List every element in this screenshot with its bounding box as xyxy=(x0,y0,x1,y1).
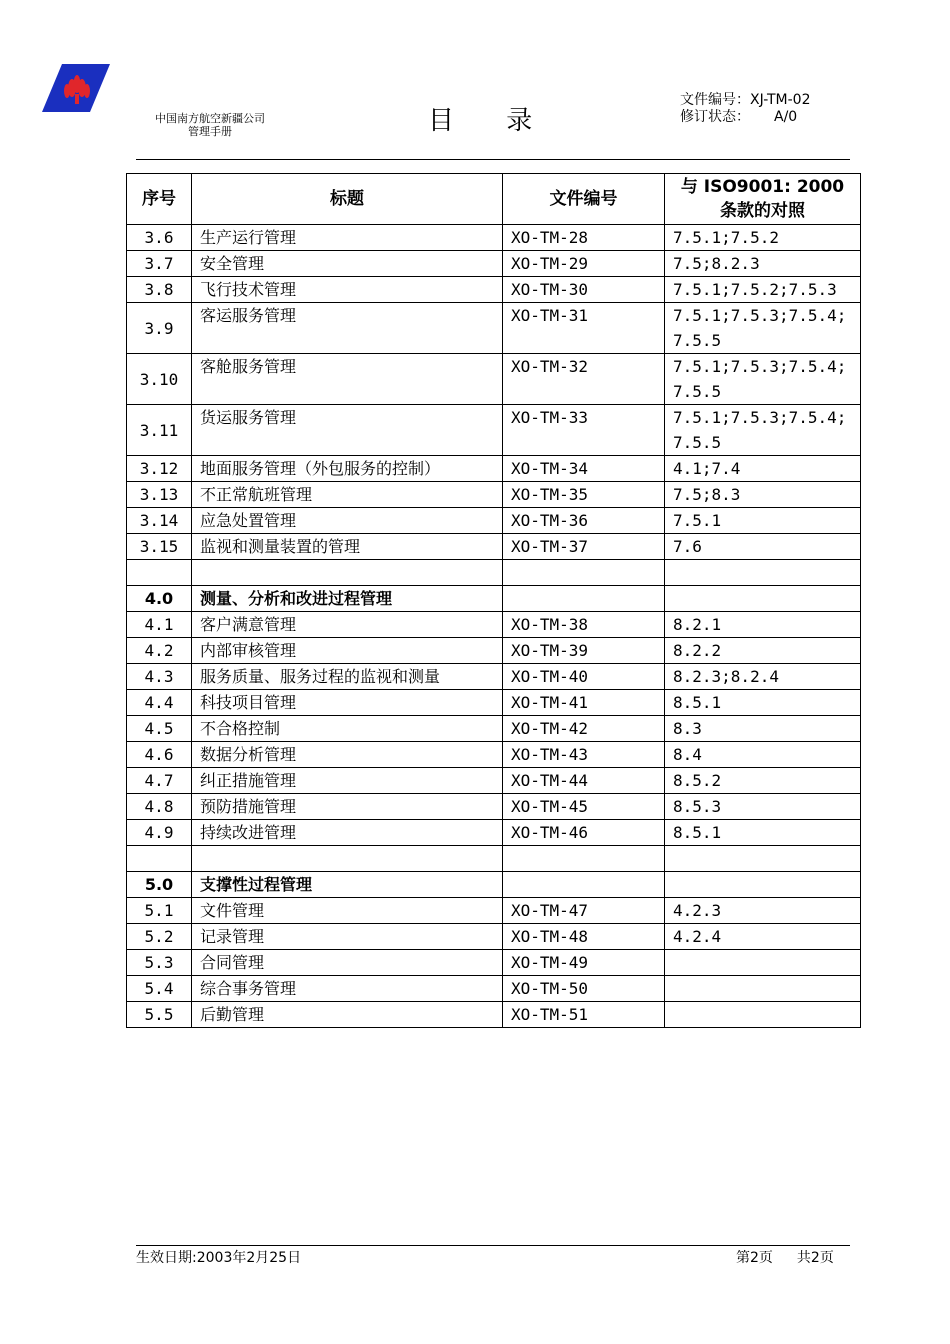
row-number: 3.10 xyxy=(127,354,192,405)
row-doc-code: XO-TM-45 xyxy=(503,794,665,820)
row-number: 3.14 xyxy=(127,508,192,534)
row-doc-code: XO-TM-50 xyxy=(503,976,665,1002)
row-iso-clause: 7.5.1 xyxy=(665,508,861,534)
document-meta xyxy=(680,92,810,126)
total-pages: 共2页 xyxy=(796,1250,834,1266)
row-title: 后勤管理 xyxy=(192,1002,503,1028)
row-title: 纠正措施管理 xyxy=(192,768,503,794)
row-title: 客舱服务管理 xyxy=(192,354,503,405)
row-iso-clause: 7.5.1;7.5.3;7.5.4;7.5.5 xyxy=(665,303,861,354)
row-doc-code: XO-TM-29 xyxy=(503,251,665,277)
row-number: 3.15 xyxy=(127,534,192,560)
row-doc-code: XO-TM-47 xyxy=(503,898,665,924)
table-row xyxy=(127,251,861,277)
row-doc-code: XO-TM-46 xyxy=(503,820,665,846)
table-row xyxy=(127,508,861,534)
row-number: 3.7 xyxy=(127,251,192,277)
row-title xyxy=(192,846,503,872)
row-iso-clause: 8.2.3;8.2.4 xyxy=(665,664,861,690)
row-number: 4.3 xyxy=(127,664,192,690)
row-iso-clause: 7.5.1;7.5.2 xyxy=(665,225,861,251)
row-iso-clause: 8.3 xyxy=(665,716,861,742)
row-iso-clause: 7.6 xyxy=(665,534,861,560)
row-title: 应急处置管理 xyxy=(192,508,503,534)
row-title: 预防措施管理 xyxy=(192,794,503,820)
row-doc-code: XO-TM-40 xyxy=(503,664,665,690)
row-title: 客户满意管理 xyxy=(192,612,503,638)
row-doc-code: XO-TM-48 xyxy=(503,924,665,950)
row-title: 安全管理 xyxy=(192,251,503,277)
table-row xyxy=(127,898,861,924)
row-doc-code: XO-TM-43 xyxy=(503,742,665,768)
row-iso-clause: 4.2.4 xyxy=(665,924,861,950)
row-title: 记录管理 xyxy=(192,924,503,950)
row-number: 5.3 xyxy=(127,950,192,976)
row-title xyxy=(192,560,503,586)
section-row xyxy=(127,872,861,898)
row-doc-code: XO-TM-44 xyxy=(503,768,665,794)
row-iso-clause: 8.2.1 xyxy=(665,612,861,638)
row-iso-clause: 7.5;8.2.3 xyxy=(665,251,861,277)
row-iso-clause xyxy=(665,872,861,898)
row-doc-code: XO-TM-32 xyxy=(503,354,665,405)
row-number: 3.11 xyxy=(127,405,192,456)
row-iso-clause xyxy=(665,950,861,976)
row-doc-code: XO-TM-51 xyxy=(503,1002,665,1028)
header-doc-code: 文件编号 xyxy=(503,174,665,225)
row-number: 3.8 xyxy=(127,277,192,303)
section-row xyxy=(127,586,861,612)
row-number: 4.5 xyxy=(127,716,192,742)
row-iso-clause: 7.5.1;7.5.2;7.5.3 xyxy=(665,277,861,303)
row-iso-clause: 8.2.2 xyxy=(665,638,861,664)
table-row xyxy=(127,820,861,846)
revision-status xyxy=(680,109,810,126)
row-title: 生产运行管理 xyxy=(192,225,503,251)
revision-value: A/0 xyxy=(774,109,798,125)
page-indicator xyxy=(736,1247,834,1267)
row-number: 4.2 xyxy=(127,638,192,664)
row-doc-code xyxy=(503,586,665,612)
revision-label: 修订状态： xyxy=(680,109,750,125)
table-row xyxy=(127,950,861,976)
table-row xyxy=(127,664,861,690)
row-title: 文件管理 xyxy=(192,898,503,924)
row-iso-clause: 7.5;8.3 xyxy=(665,482,861,508)
row-doc-code: XO-TM-35 xyxy=(503,482,665,508)
row-iso-clause xyxy=(665,846,861,872)
row-number: 4.8 xyxy=(127,794,192,820)
table-row xyxy=(127,924,861,950)
row-number: 3.6 xyxy=(127,225,192,251)
row-title: 持续改进管理 xyxy=(192,820,503,846)
current-page: 第2页 xyxy=(736,1250,773,1266)
row-iso-clause: 8.5.2 xyxy=(665,768,861,794)
row-title: 数据分析管理 xyxy=(192,742,503,768)
row-title: 货运服务管理 xyxy=(192,405,503,456)
row-title: 不合格控制 xyxy=(192,716,503,742)
row-number: 5.5 xyxy=(127,1002,192,1028)
table-row xyxy=(127,482,861,508)
row-title: 科技项目管理 xyxy=(192,690,503,716)
row-doc-code: XO-TM-39 xyxy=(503,638,665,664)
row-number: 4.6 xyxy=(127,742,192,768)
table-row xyxy=(127,976,861,1002)
row-doc-code xyxy=(503,872,665,898)
table-row xyxy=(127,742,861,768)
table-row xyxy=(127,225,861,251)
row-title: 测量、分析和改进过程管理 xyxy=(192,586,503,612)
row-title: 不正常航班管理 xyxy=(192,482,503,508)
row-number: 4.7 xyxy=(127,768,192,794)
row-title: 地面服务管理（外包服务的控制） xyxy=(192,456,503,482)
row-doc-code xyxy=(503,560,665,586)
table-row xyxy=(127,690,861,716)
table-header-row xyxy=(127,174,861,225)
row-number: 3.9 xyxy=(127,303,192,354)
row-iso-clause: 4.1;7.4 xyxy=(665,456,861,482)
header-divider xyxy=(136,159,850,160)
row-iso-clause: 7.5.1;7.5.3;7.5.4;7.5.5 xyxy=(665,354,861,405)
row-number: 3.12 xyxy=(127,456,192,482)
row-iso-clause xyxy=(665,1002,861,1028)
table-row xyxy=(127,303,861,354)
row-iso-clause xyxy=(665,586,861,612)
row-number: 4.9 xyxy=(127,820,192,846)
row-doc-code: XO-TM-41 xyxy=(503,690,665,716)
table-row xyxy=(127,456,861,482)
header-number: 序号 xyxy=(127,174,192,225)
table-row xyxy=(127,716,861,742)
row-doc-code: XO-TM-49 xyxy=(503,950,665,976)
company-name xyxy=(140,112,280,138)
row-number xyxy=(127,846,192,872)
row-doc-code: XO-TM-38 xyxy=(503,612,665,638)
row-doc-code: XO-TM-28 xyxy=(503,225,665,251)
row-doc-code: XO-TM-42 xyxy=(503,716,665,742)
table-row xyxy=(127,1002,861,1028)
row-title: 合同管理 xyxy=(192,950,503,976)
row-doc-code: XO-TM-36 xyxy=(503,508,665,534)
document-number: 文件编号：XJ-TM-02 xyxy=(680,92,811,108)
header-iso-clause: 与 ISO9001: 2000 条款的对照 xyxy=(665,174,861,225)
company-line-1: 中国南方航空新疆公司 xyxy=(155,112,265,125)
contents-body xyxy=(127,225,861,1028)
row-doc-code: XO-TM-30 xyxy=(503,277,665,303)
header-title: 标题 xyxy=(192,174,503,225)
row-iso-clause: 8.5.1 xyxy=(665,690,861,716)
row-number: 5.1 xyxy=(127,898,192,924)
row-number: 5.0 xyxy=(127,872,192,898)
table-row xyxy=(127,638,861,664)
row-doc-code: XO-TM-31 xyxy=(503,303,665,354)
row-number: 4.1 xyxy=(127,612,192,638)
spacer-row xyxy=(127,560,861,586)
row-number: 4.4 xyxy=(127,690,192,716)
row-number: 3.13 xyxy=(127,482,192,508)
spacer-row xyxy=(127,846,861,872)
table-row xyxy=(127,277,861,303)
row-iso-clause: 7.5.1;7.5.3;7.5.4;7.5.5 xyxy=(665,405,861,456)
row-title: 飞行技术管理 xyxy=(192,277,503,303)
table-row xyxy=(127,534,861,560)
row-doc-code: XO-TM-33 xyxy=(503,405,665,456)
row-title: 服务质量、服务过程的监视和测量 xyxy=(192,664,503,690)
row-number: 5.4 xyxy=(127,976,192,1002)
row-number xyxy=(127,560,192,586)
row-iso-clause: 8.5.3 xyxy=(665,794,861,820)
company-line-2: 管理手册 xyxy=(188,125,232,138)
row-iso-clause xyxy=(665,560,861,586)
company-logo xyxy=(42,64,110,112)
row-doc-code xyxy=(503,846,665,872)
row-number: 4.0 xyxy=(127,586,192,612)
effective-date: 生效日期:2003年2月25日 xyxy=(136,1250,302,1266)
row-iso-clause: 8.4 xyxy=(665,742,861,768)
footer-divider xyxy=(136,1245,850,1246)
row-iso-clause: 4.2.3 xyxy=(665,898,861,924)
table-row xyxy=(127,794,861,820)
row-title: 内部审核管理 xyxy=(192,638,503,664)
row-doc-code: XO-TM-37 xyxy=(503,534,665,560)
contents-table xyxy=(126,173,861,1028)
table-row xyxy=(127,768,861,794)
page-title: 目 录 xyxy=(428,106,555,136)
row-title: 支撑性过程管理 xyxy=(192,872,503,898)
row-iso-clause: 8.5.1 xyxy=(665,820,861,846)
row-title: 客运服务管理 xyxy=(192,303,503,354)
table-row xyxy=(127,354,861,405)
table-row xyxy=(127,612,861,638)
table-row xyxy=(127,405,861,456)
row-number: 5.2 xyxy=(127,924,192,950)
row-doc-code: XO-TM-34 xyxy=(503,456,665,482)
row-title: 监视和测量装置的管理 xyxy=(192,534,503,560)
row-iso-clause xyxy=(665,976,861,1002)
row-title: 综合事务管理 xyxy=(192,976,503,1002)
